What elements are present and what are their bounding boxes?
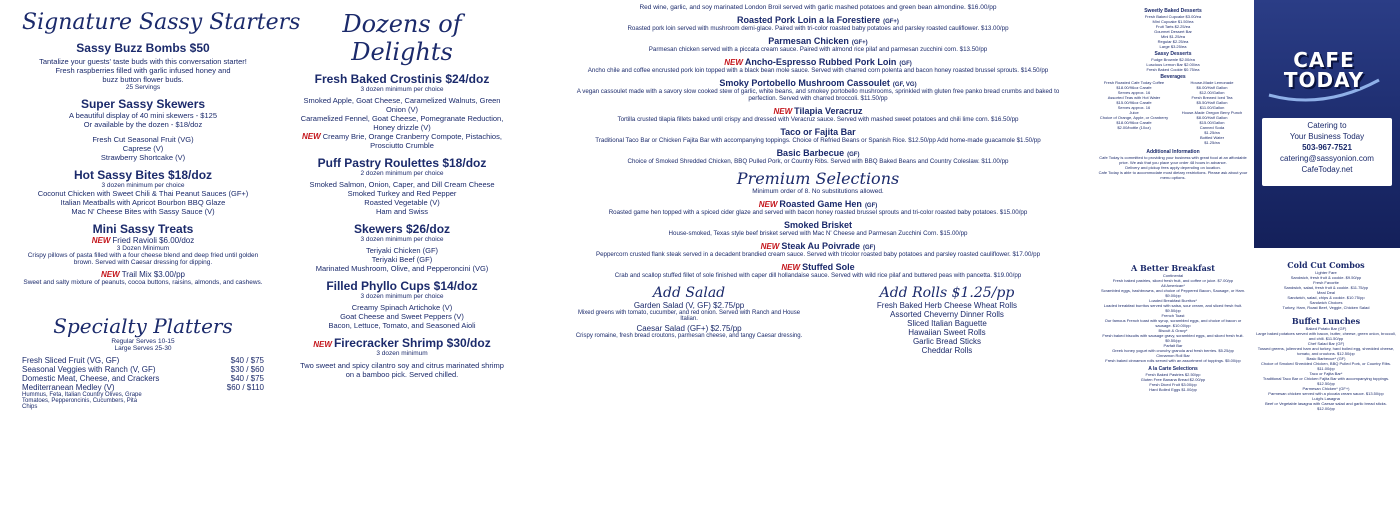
- entree-desc: A vegan cassoulet made with a savory slow cooked stew of garlic, white beans, and smokey portobello mushrooms, sprinkled with gluten free panko bread crumbs and baked to perfection. Served with charred broccoli. $11.50/pp: [576, 88, 1060, 102]
- desserts-breakfast-column: [1098, 0, 1248, 500]
- skewers-desc-2: Or available by the dozen - $18/doz: [83, 120, 203, 129]
- platter-row: [22, 374, 264, 383]
- phyllo-cups-name: Filled Phyllo Cups $14/doz: [326, 279, 478, 293]
- breakfast-item: French Toast: [1161, 313, 1185, 318]
- combos-title: Cold Cut Combos: [1287, 260, 1365, 270]
- entree-tag: (GF): [864, 203, 878, 209]
- london-broil-desc: Red wine, garlic, and soy marinated London Broil served with garlic mashed potatoes and green bean almondine. $16.00/pp: [639, 4, 997, 11]
- entree-name: Basic Barbecue: [776, 148, 845, 158]
- breakfast-item: Continental: [1162, 273, 1184, 278]
- cafe-today-logo: [1264, 40, 1384, 110]
- combo-item: Sandwich, salad, chips & cookie. $10.75/pp: [1287, 295, 1365, 300]
- buzz-bombs-name: Sassy Buzz Bombs $50: [76, 41, 210, 55]
- firecracker-shrimp-minimum: 3 dozen minimum: [376, 350, 428, 357]
- hot-bite-option: Mac N' Cheese Bites with Sassy Sauce (V): [71, 207, 215, 216]
- entree-item: [570, 241, 1066, 258]
- add-rolls-title: Add Rolls $1.25/pp: [879, 285, 1015, 301]
- roll-option: Hawaiian Sweet Rolls: [908, 328, 986, 337]
- entree-desc: House-smoked, Texas style beef brisket served with Mac N' Cheese and Parmesan Zucchini Corn. $15.00/pp: [668, 230, 968, 237]
- platter-name: Domestic Meat, Cheese, and Crackers: [22, 374, 160, 383]
- beverage-item: $15.00/96oz Carafe: [1116, 100, 1152, 105]
- buffet-item: Choice of Smoked Shredded Chicken, BBQ Pulled Pork, or Country Ribs. $11.00/pp: [1260, 361, 1392, 371]
- starters-column: [22, 0, 301, 500]
- desserts-title: Sweetly Baked Desserts: [1144, 8, 1202, 14]
- platter-name: Fresh Sliced Fruit (VG, GF): [22, 356, 120, 365]
- new-badge-icon: NEW: [313, 340, 332, 349]
- beverage-item: House-Made Oregon Berry Punch: [1181, 110, 1243, 115]
- firecracker-shrimp-desc-2: on a bamboo pick. Served chilled.: [345, 370, 459, 379]
- buzz-bombs-servings: 25 Servings: [125, 84, 161, 91]
- entree-desc: Peppercorn crusted flank steak served in a decadent brandied cream sauce. Served with tricolor roasted baby potatoes and parsley roasted cauliflower. $17.00/pp: [595, 251, 1041, 258]
- combo-item: Fresh Favorite: [1313, 280, 1339, 285]
- dessert-item: Mini Cupcake $1.50/ea: [1152, 19, 1194, 24]
- skewers-name: Super Sassy Skewers: [80, 97, 206, 111]
- entree-tag: (GF): [863, 245, 876, 251]
- skewer-doz-option: Teriyaki Chicken (GF): [365, 246, 439, 255]
- crostini-option: Caramelized Fennel, Goat Cheese, Pomegranate Reduction, Honey drizzle (V): [300, 114, 504, 132]
- dessert-item: Large $3.25/ea: [1159, 44, 1187, 49]
- breakfast-item: Loaded breakfast burritos served with salsa, sour cream, and sliced fresh fruit. $9.50/pp: [1103, 303, 1243, 313]
- dozens-column: [296, 0, 508, 500]
- fried-ravioli-name: Fried Ravioli $6.00/doz: [112, 236, 195, 245]
- beverage-item: Serves approx. 16: [1117, 90, 1151, 95]
- roll-option: Assorted Cheverny Dinner Rolls: [890, 310, 1004, 319]
- new-badge-icon: NEW: [724, 58, 743, 67]
- entree-desc: Traditional Taco Bar or Chicken Fajita Bar with accompanying toppings. Choice of Refried Beans or Spanish Rice. $12.50/pp Add home-made guacamole $1.50/pp: [595, 137, 1041, 144]
- platter-row: [22, 383, 264, 392]
- platter-row: [22, 356, 264, 365]
- buffet-title: Buffet Lunches: [1291, 316, 1361, 326]
- combo-item: Sandwich Choices: [1309, 300, 1343, 305]
- entree-heading: [570, 106, 1066, 116]
- buffet-item: Traditional Taco Bar or Chicken Fajita Bar with accompanying toppings. $12.50/pp: [1262, 376, 1390, 386]
- caesar-salad-desc: Crispy romaine, fresh bread croutons, parmesan cheese, and tangy Caesar dressing.: [575, 333, 803, 339]
- entree-heading: [570, 127, 1066, 137]
- buzz-bombs-desc-2: Fresh raspberries filled with garlic infused honey and: [55, 66, 231, 75]
- roll-option: Fresh Baked Herb Cheese Wheat Rolls: [876, 301, 1017, 310]
- puff-pastry-option: Ham and Swiss: [375, 207, 429, 216]
- beverage-item: Fresh Roasted Cafe Today Coffee: [1103, 80, 1165, 85]
- new-badge-icon: NEW: [781, 263, 801, 272]
- phyllo-cups-minimum: 3 dozen minimum per choice: [360, 293, 444, 300]
- beverage-item: $6.00/Half Gallon: [1196, 85, 1228, 90]
- info-title: Additional Information: [1146, 149, 1200, 155]
- platter-price: $30 / $60: [230, 365, 264, 374]
- entree-item: [570, 262, 1066, 279]
- breakfast-item: Parfait Bar: [1163, 343, 1183, 348]
- entree-name: Stuffed Sole: [802, 262, 855, 272]
- new-badge-icon: NEW: [101, 270, 120, 279]
- premium-list: [570, 199, 1066, 279]
- phyllo-option: Goat Cheese and Sweet Peppers (V): [340, 312, 464, 321]
- beverage-item: Canned Soda: [1199, 125, 1225, 130]
- beverage-item: $12.00/Gallon: [1199, 90, 1225, 95]
- breakfast-title: A Better Breakfast: [1131, 263, 1215, 273]
- mini-treats-name: Mini Sassy Treats: [92, 222, 194, 236]
- new-badge-icon: NEW: [302, 132, 321, 141]
- breakfast-item: Fresh baked biscuits with sausage gravy, scrambled eggs, and sliced fresh fruit. $9.50/pp: [1102, 333, 1244, 343]
- roll-option: Cheddar Rolls: [921, 346, 973, 355]
- dessert-item: Gourmet Dessert Bar: [1154, 29, 1192, 34]
- skewer-doz-option: Teriyaki Beef (GF): [371, 255, 433, 264]
- info-item: Cafe Today is committed to providing your business with great food at an affordable price. We ask that you place your order 48 hours in advance.: [1099, 155, 1247, 165]
- breakfast-item: Loaded Breakfast Burritos*: [1149, 298, 1197, 303]
- entree-name: Roasted Game Hen: [779, 199, 862, 209]
- skewers-doz-name: Skewers $26/doz: [353, 222, 451, 236]
- breakfast-item: Fresh baked cinnamon rolls served with an assortment of toppings. $5.00/pp: [1105, 358, 1241, 363]
- beverage-item: Bottled Water: [1199, 135, 1225, 140]
- puff-pastry-minimum: 2 dozen minimum per choice: [360, 170, 444, 177]
- entree-tag: (GF): [899, 61, 912, 67]
- beverage-item: $18.00/96oz Carafe: [1116, 85, 1152, 90]
- roll-option: Sliced Italian Baguette: [907, 319, 987, 328]
- platters-title: Specialty Platters: [53, 314, 233, 338]
- platters-serves-large: Large Serves 25-30: [114, 345, 172, 352]
- entree-name: Roasted Pork Loin a la Forestiere: [737, 15, 881, 25]
- breakfast-item: Biscuit & Gravy*: [1158, 328, 1188, 333]
- roll-option: Garlic Bread Sticks: [912, 337, 981, 346]
- entree-desc: Crab and scallop stuffed fillet of sole finished with caper dill hollandaise sauce. Served with wild rice pilaf and buttered peas with pancetta. $19.00/pp: [614, 272, 1022, 279]
- phyllo-option: Bacon, Lettuce, Tomato, and Seasoned Aioli: [328, 321, 476, 330]
- phyllo-option: Creamy Spinach Artichoke (V): [351, 303, 453, 312]
- entree-item: [570, 57, 1066, 74]
- crostini-option: Smoked Apple, Goat Cheese, Caramelized Walnuts, Green Onion (V): [303, 96, 501, 114]
- entree-tag: (GF): [847, 152, 860, 158]
- entree-heading: [570, 148, 1066, 158]
- new-badge-icon: NEW: [91, 236, 111, 245]
- entree-desc: Roasted game hen topped with a spiced cider glaze and served with bacon honey roasted brussel sprouts and tri-color roasted baby potatoes. $15.00/pp: [608, 209, 1028, 216]
- breakfast-item: Fresh baked pastries, sliced fresh fruit, and coffee or juice. $7.00/pp: [1112, 278, 1234, 283]
- buzz-bombs-desc-1: Tantalize your guests' taste buds with this conversation starter!: [39, 57, 247, 66]
- platter-name: Seasonal Veggies with Ranch (V, GF): [22, 365, 156, 374]
- combo-item: Turkey, Ham, Roast Beef, Veggie, Chicken Salad: [1282, 305, 1370, 310]
- beverages-title: Beverages: [1160, 74, 1186, 80]
- entree-name: Smoked Brisket: [783, 220, 853, 230]
- breakfast-item: Our famous French toast with syrup, scrambled eggs, and choice of bacon or sausage. $10.00/pp: [1104, 318, 1242, 328]
- entree-item: [570, 199, 1066, 216]
- platters-serves-regular: Regular Serves 10-15: [111, 338, 175, 345]
- entree-item: [570, 106, 1066, 123]
- garden-salad-desc: Mixed greens with tomato, cucumber, and red onion. Served with Ranch and House Italian.: [577, 310, 801, 322]
- beverage-item: $1.25/ea: [1204, 130, 1220, 135]
- new-badge-icon: NEW: [758, 200, 778, 209]
- combo-item: Lighter Fare: [1315, 270, 1337, 275]
- crostinis-name: Fresh Baked Crostinis $24/doz: [314, 72, 490, 86]
- dozens-title: Dozens of Delights: [342, 10, 462, 66]
- entree-heading: [570, 199, 1066, 209]
- logo-text: CAFE TODAY: [1283, 48, 1365, 92]
- dessert-item: Regular $2.25/ea: [1157, 39, 1189, 44]
- beverage-item: Choice of Orange, Apple, or Cranberry: [1099, 115, 1169, 120]
- crostinis-minimum: 3 dozen minimum per choice: [360, 86, 444, 93]
- new-badge-icon: NEW: [773, 107, 793, 116]
- entree-heading: [570, 15, 1066, 25]
- combo-item: Sandwich, fresh fruit & cookie. $9.50/pp: [1290, 275, 1362, 280]
- buffet-item: Tossed greens, julienned ham and turkey, hard boiled egg, shredded cheese, tomato, and croutons. $12.50/pp: [1257, 346, 1395, 356]
- platter-price: $60 / $110: [226, 383, 264, 392]
- tagline-box: [1262, 118, 1392, 186]
- buffet-item: Parmesan Chicken* (GF+): [1302, 386, 1350, 391]
- sassy-dessert-item: Fudge Brownie $2.00/ea: [1151, 57, 1195, 62]
- new-badge-icon: NEW: [760, 242, 780, 251]
- entree-tag: (GF, VG): [892, 82, 917, 88]
- dessert-item: Mini $1.25/ea: [1160, 34, 1185, 39]
- buffet-item: Luigi's Lasagna: [1312, 396, 1340, 401]
- add-salad-title: Add Salad: [652, 285, 726, 301]
- entree-desc: Parmesan chicken served with a piccata cream sauce. Paired with almond rice pilaf and parmesan zucchini corn. $13.50/pp: [648, 46, 988, 53]
- entree-item: [570, 15, 1066, 32]
- combo-item: Sandwich, salad, fresh fruit & cookie. $11.75/pp: [1283, 285, 1369, 290]
- entree-heading: [570, 36, 1066, 46]
- entree-tag: (GF+): [851, 40, 868, 46]
- beverage-item: $15.00/Gallon: [1199, 120, 1225, 125]
- entree-desc: Tortilla crusted tilapia fillets baked until crispy and dressed with Veracruz sauce. Served with mashed sweet potatoes and chili lime corn. $16.50/pp: [617, 116, 1019, 123]
- firecracker-shrimp-name: Firecracker Shrimp $30/doz: [333, 336, 491, 350]
- entree-name: Taco or Fajita Bar: [780, 127, 856, 137]
- entree-list: [570, 15, 1066, 165]
- entree-heading: [570, 241, 1066, 251]
- mediterranean-desc: Hummus, Feta, Italian Country Olives, Grape Tomatoes, Pepperoncinis, Cucumbers, Pita Chips: [22, 392, 142, 410]
- phone-number[interactable]: 503-967-7521: [1302, 143, 1352, 152]
- firecracker-shrimp-desc-1: Two sweet and spicy cilantro soy and citrus marinated shrimp: [300, 361, 504, 370]
- puff-pastry-name: Puff Pastry Roulettes $18/doz: [317, 156, 487, 170]
- email-link[interactable]: catering@sassyonion.com: [1280, 154, 1374, 163]
- info-item: Delivery and pickup fees apply depending on location.: [1125, 165, 1221, 170]
- entree-heading: [570, 220, 1066, 230]
- platter-price: $40 / $75: [230, 374, 264, 383]
- crostini-option: Creamy Brie, Orange Cranberry Compote, Pistachios, Prosciutto Crumble: [322, 132, 502, 150]
- fried-ravioli-minimum: 3 Dozen Minimum: [116, 245, 170, 252]
- buffet-item: Large baked potatoes served with bacon, butter, cheese, green onion, broccoli, and chili. $11.50/pp: [1256, 331, 1396, 341]
- entree-item: [570, 220, 1066, 237]
- puff-pastry-option: Roasted Vegetable (V): [364, 198, 440, 207]
- entree-desc: Roasted pork loin served with mushroom demi-glace. Paired with tri-color roasted baby potatoes and parsley roasted cauliflower. $13.00/pp: [627, 25, 1009, 32]
- tagline-line-1: Catering to: [1307, 121, 1347, 130]
- puff-pastry-option: Smoked Turkey and Red Pepper: [347, 189, 457, 198]
- carte-item: Gluten Free Banana Bread $2.00/pp: [1140, 377, 1206, 382]
- beverage-item: Juice: [1129, 110, 1139, 115]
- entree-name: Ancho-Espresso Rubbed Pork Loin: [744, 57, 897, 67]
- hot-bite-option: Italian Meatballs with Apricot Bourbon BBQ Glaze: [60, 198, 226, 207]
- entree-tag: (GF+): [883, 19, 899, 25]
- hot-bite-option: Coconut Chicken with Sweet Chili & Thai Peanut Sauces (GF+): [37, 189, 249, 198]
- entree-desc: Ancho chile and coffee encrusted pork loin topped with a black bean mole sauce. Served with charred corn polenta and bacon honey roasted brussel sprouts. $14.50/pp: [587, 67, 1049, 74]
- buffet-item: Taco or Fajita Bar*: [1309, 371, 1343, 376]
- entree-heading: [570, 78, 1066, 88]
- entree-item: [570, 36, 1066, 53]
- skewers-doz-minimum: 3 dozen minimum per choice: [360, 236, 444, 243]
- beverage-item: $2.00/bottle (10oz): [1117, 125, 1151, 130]
- skewer-option: Caprese (V): [122, 144, 164, 153]
- buffet-item: Beef or Vegetable lasagna with Caesar salad and garlic bread sticks. $12.00/pp: [1265, 401, 1387, 411]
- entree-item: [570, 148, 1066, 165]
- beverage-item: Fresh Brewed Iced Tea: [1191, 95, 1233, 100]
- entrees-column: [570, 0, 1066, 500]
- entree-heading: [570, 262, 1066, 272]
- buffet-item: Parmesan chicken served with a piccata cream sauce. $13.50/pp: [1268, 391, 1384, 396]
- cafe-today-panel: [1254, 0, 1400, 248]
- carte-item: Fresh Diced Fruit $3.00/pp: [1149, 382, 1197, 387]
- beverage-item: Assorted Teas with Hot Water: [1107, 95, 1161, 100]
- buzz-bombs-desc-3: buzz button flower buds.: [102, 75, 184, 84]
- skewer-option: Fresh Cut Seasonal Fruit (VG): [92, 135, 194, 144]
- beverage-item: House-Made Lemonade: [1190, 80, 1234, 85]
- beverage-item: $5.50/Half Gallon: [1196, 100, 1228, 105]
- garden-salad-name: Garden Salad (V, GF) $2.75/pp: [633, 301, 745, 310]
- skewer-doz-option: Marinated Mushroom, Olive, and Pepperoncini (VG): [315, 264, 489, 273]
- platter-name: Mediterranean Medley (V): [22, 383, 115, 392]
- hot-bites-name: Hot Sassy Bites $18/doz: [73, 168, 213, 182]
- skewer-option: Strawberry Shortcake (V): [100, 153, 186, 162]
- hot-bites-minimum: 3 dozen minimum per choice: [101, 182, 185, 189]
- info-item: Cafe Today is able to accommodate most dietary restrictions. Please ask about your menu options.: [1098, 170, 1248, 180]
- trail-mix-name: Trail Mix $3.00/pp: [121, 270, 185, 279]
- caesar-salad-name: Caesar Salad (GF+) $2.75/pp: [636, 324, 742, 333]
- lunch-column: [1256, 260, 1396, 512]
- trail-mix-desc: Sweet and salty mixture of peanuts, cocoa buttons, raisins, almonds, and cashews.: [23, 279, 263, 286]
- entree-name: Smoky Portobello Mushroom Cassoulet: [719, 78, 890, 88]
- carte-title: A la Carte Selections: [1148, 366, 1198, 372]
- buffet-item: Baked Potato Bar (GF): [1305, 326, 1347, 331]
- puff-pastry-option: Smoked Salmon, Onion, Caper, and Dill Cream Cheese: [309, 180, 495, 189]
- combo-item: Meal Deal: [1316, 290, 1335, 295]
- fried-ravioli-desc: Crispy pillows of pasta filled with a four cheese blend and deep fried until golden brown. Served with Caesar dressing for dipping.: [27, 252, 259, 266]
- platter-row: [22, 365, 264, 374]
- tagline-line-2: Your Business Today: [1289, 132, 1365, 141]
- entree-item: [570, 78, 1066, 102]
- platter-price: $40 / $75: [230, 356, 264, 365]
- buffet-item: Basic Barbecue* (GF): [1306, 356, 1346, 361]
- premium-title: Premium Selections: [736, 169, 900, 188]
- carte-item: Fresh Baked Pastries $2.50/pp: [1145, 372, 1201, 377]
- sassy-dessert-item: Fresh Baked Cookie $0.75/ea: [1146, 67, 1200, 72]
- entree-desc: Choice of Smoked Shredded Chicken, BBQ Pulled Pork, or Country Ribs. Served with BBQ Baked Beans and Country Coleslaw. $11.00/pp: [627, 158, 1009, 165]
- entree-name: Steak Au Poivrade: [781, 241, 861, 251]
- dessert-item: Fruit Tarts $2.25/ea: [1155, 24, 1191, 29]
- carte-item: Hard Boiled Eggs $1.00/pp: [1149, 387, 1197, 392]
- premium-minimum: Minimum order of 8. No substitutions allowed.: [752, 188, 884, 195]
- dessert-item: Fresh Baked Cupcake $3.00/ea: [1144, 14, 1202, 19]
- breakfast-item: Scrambled eggs, hashbrowns, and choice of Peppered Bacon, Sausage, or Ham. $9.00/pp: [1100, 288, 1246, 298]
- entree-item: [570, 127, 1066, 144]
- beverage-item: $11.00/Gallon: [1199, 105, 1225, 110]
- starters-title: Signature Sassy Starters: [22, 10, 301, 35]
- buffet-item: Chef Salad Bar (GF): [1307, 341, 1345, 346]
- beverage-item: Serves approx. 16: [1117, 105, 1151, 110]
- breakfast-item: Cinnamon Roll Bar: [1156, 353, 1190, 358]
- beverage-item: $18.00/96oz Carafe: [1116, 120, 1152, 125]
- breakfast-item: All American*: [1161, 283, 1185, 288]
- sassy-desserts-title: Sassy Desserts: [1154, 51, 1192, 57]
- skewers-desc-1: A beautiful display of 40 mini skewers - $125: [69, 111, 217, 120]
- beverage-item: $1.25/ea: [1204, 140, 1220, 145]
- entree-name: Tilapia Veracruz: [794, 106, 863, 116]
- sassy-dessert-item: Luscious Lemon Bar $2.00/ea: [1146, 62, 1200, 67]
- entree-heading: [570, 57, 1066, 67]
- website-link[interactable]: CafeToday.net: [1301, 165, 1353, 174]
- entree-name: Parmesan Chicken: [768, 36, 849, 46]
- breakfast-item: Greek honey yogurt with crunchy granola and fresh berries. $5.25/pp: [1112, 348, 1234, 353]
- beverage-item: $8.00/Half Gallon: [1196, 115, 1228, 120]
